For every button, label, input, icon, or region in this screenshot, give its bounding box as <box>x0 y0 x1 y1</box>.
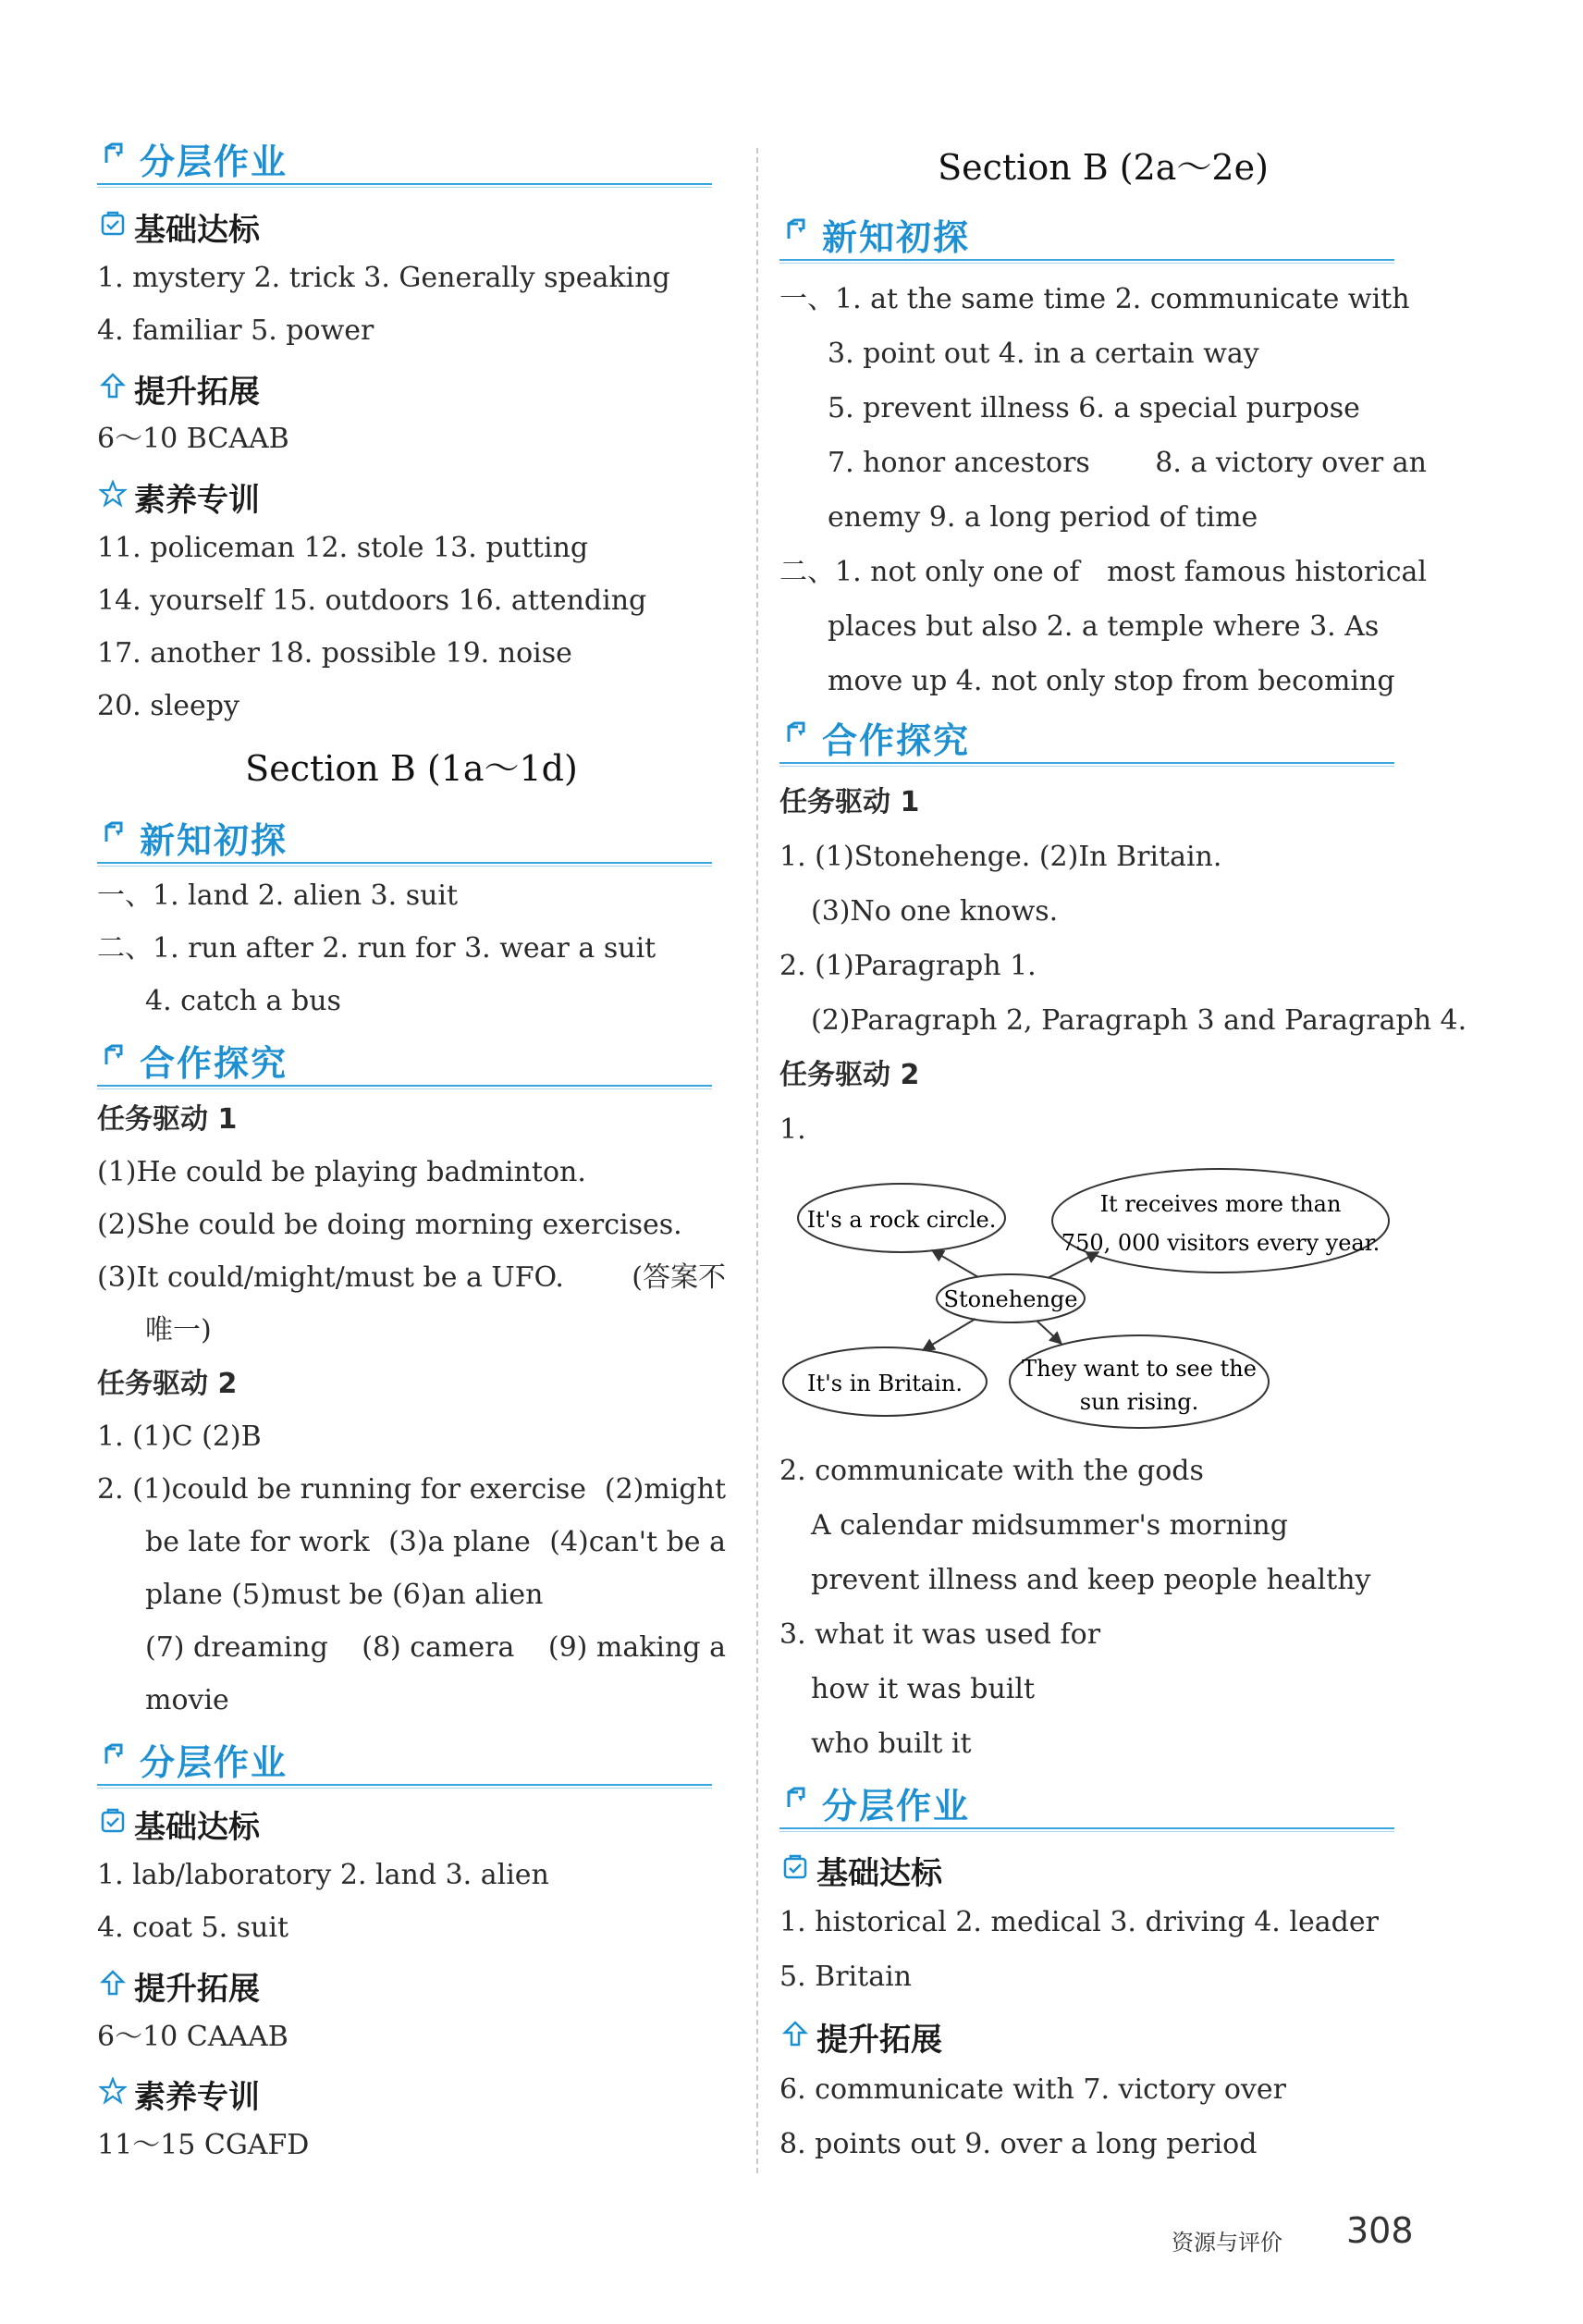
banner-layered-homework <box>97 131 726 189</box>
sub-basic-2 <box>97 1801 726 1846</box>
answer-line: 一、1. at the same time 2. communicate with <box>779 283 1410 315</box>
answer-line: prevent illness and keep people healthy <box>811 1564 1371 1596</box>
banner-rule-thin <box>779 263 1394 264</box>
answer-line: move up 4. not only stop from becoming <box>828 665 1395 697</box>
answer-line: 3. point out 4. in a certain way <box>828 338 1259 370</box>
answer-line: 唯一) <box>145 1314 212 1346</box>
bookmark-icon <box>785 721 809 745</box>
bookmark-icon <box>103 821 127 845</box>
node-rock-circle-text: It's a rock circle. <box>806 1207 997 1233</box>
answer-line <box>779 551 1427 594</box>
banner-title: 分层作业 <box>140 141 288 182</box>
banner-title: 分层作业 <box>822 1786 971 1826</box>
answer-line: (3)No one knows. <box>811 895 1059 928</box>
answer-line <box>779 442 1427 485</box>
answer-line: 17. another 18. possible 19. noise <box>97 637 572 670</box>
clipboard-icon <box>99 1807 127 1835</box>
sub-basic <box>97 204 726 249</box>
answer-line: 4. catch a bus <box>145 985 341 1017</box>
answer-line: 2. communicate with the gods <box>779 1455 1204 1487</box>
banner-new-knowledge <box>779 207 1427 264</box>
answer-note: (答案不 <box>632 1261 726 1294</box>
node-visitors <box>1052 1169 1389 1273</box>
banner-title: 合作探究 <box>140 1043 288 1084</box>
answer-line: movie <box>145 1684 229 1716</box>
answer-line: 3. what it was used for <box>779 1618 1101 1651</box>
banner-rule <box>779 1827 1394 1829</box>
answer-text: (9) making a <box>547 1631 726 1664</box>
arrow-to-visitors <box>1048 1252 1098 1278</box>
answer-line <box>97 1469 726 1511</box>
answer-text: (3)It could/might/must be a UFO. <box>97 1261 564 1294</box>
answer-text: (4)can't be a <box>549 1526 726 1558</box>
answer-line: plane (5)must be (6)an alien <box>145 1579 544 1611</box>
answer-line: 1. historical 2. medical 3. driving 4. leader <box>779 1906 1379 1938</box>
arrow-to-britain <box>923 1319 976 1350</box>
stonehenge-mind-map <box>779 1156 1408 1443</box>
arrow-to-sunrise <box>1037 1321 1061 1344</box>
banner-rule-thin <box>97 866 712 867</box>
banner-cooperation <box>779 710 1427 768</box>
answer-text: 8. a victory over an <box>1155 447 1427 479</box>
sub-title: 素养专训 <box>134 482 260 519</box>
answer-line <box>97 1627 726 1669</box>
sub-quality <box>97 474 726 519</box>
answer-line: 11～15 CGAFD <box>97 2129 310 2161</box>
page-number: 308 <box>1346 2210 1414 2251</box>
answer-text: 7. honor ancestors <box>828 447 1090 479</box>
banner-title: 合作探究 <box>822 720 971 761</box>
answer-line: 6. communicate with 7. victory over <box>779 2073 1286 2106</box>
banner-rule-thin <box>779 1831 1394 1832</box>
banner-layered-homework-2 <box>97 1732 726 1789</box>
up-arrow-icon <box>781 2020 809 2047</box>
task-heading: 任务驱动 2 <box>779 1059 920 1091</box>
banner-rule-thin <box>97 187 712 188</box>
answer-text: most famous historical <box>1107 556 1427 588</box>
answer-text: (7) dreaming <box>145 1631 328 1664</box>
answer-line: 14. yourself 15. outdoors 16. attending <box>97 584 647 617</box>
banner-cooperation <box>97 1033 726 1090</box>
task-heading: 任务驱动 2 <box>97 1368 238 1400</box>
banner-rule-thin <box>97 1788 712 1789</box>
sub-title: 提升拓展 <box>134 374 260 411</box>
answer-text: (3)a plane <box>388 1526 531 1558</box>
banner-title: 新知初探 <box>822 217 971 258</box>
answer-line: 6～10 CAAAB <box>97 2021 288 2053</box>
answer-line: (2)She could be doing morning exercises. <box>97 1209 682 1241</box>
sub-title: 基础达标 <box>134 1809 260 1846</box>
banner-title: 分层作业 <box>140 1742 288 1783</box>
answer-line: 20. sleepy <box>97 690 239 722</box>
banner-rule <box>779 762 1394 764</box>
arrow-to-rock-circle <box>932 1250 978 1277</box>
bookmark-icon <box>103 1044 127 1068</box>
up-arrow-icon <box>99 1969 127 1997</box>
section-title: Section B (2a～2e) <box>938 147 1269 188</box>
column-divider <box>756 148 758 2173</box>
sub-quality-2 <box>97 2072 726 2116</box>
banner-new-knowledge <box>97 810 726 867</box>
node-britain-text: It's in Britain. <box>807 1371 963 1396</box>
section-title: Section B (1a～1d) <box>245 748 578 789</box>
answer-line <box>97 1257 726 1299</box>
answer-line: 1. mystery 2. trick 3. Generally speaking <box>97 262 670 294</box>
answer-text: (2)might <box>604 1473 726 1506</box>
answer-line: (2)Paragraph 2, Paragraph 3 and Paragraph 4. <box>811 1004 1467 1037</box>
node-sunrise-text-1: They want to see the <box>1022 1356 1257 1382</box>
banner-rule <box>97 1085 712 1087</box>
answer-text: (8) camera <box>362 1631 515 1664</box>
bookmark-icon <box>785 1787 809 1811</box>
answer-text: be late for work <box>145 1526 370 1558</box>
banner-title: 新知初探 <box>140 820 288 861</box>
bookmark-icon <box>103 1743 127 1767</box>
bookmark-icon <box>785 218 809 242</box>
answer-line: 2. (1)Paragraph 1. <box>779 950 1037 982</box>
answer-line: 一、1. land 2. alien 3. suit <box>97 879 459 912</box>
node-visitors-text-2: 750, 000 visitors every year. <box>1061 1230 1381 1256</box>
answer-line: 8. points out 9. over a long period <box>779 2128 1258 2160</box>
answer-line: 5. Britain <box>779 1961 912 1993</box>
answer-line: 5. prevent illness 6. a special purpose <box>828 392 1360 424</box>
sub-title: 提升拓展 <box>134 1971 260 2008</box>
answer-line: 6～10 BCAAB <box>97 423 289 455</box>
clipboard-icon <box>781 1853 809 1881</box>
answer-line: who built it <box>811 1728 972 1760</box>
banner-rule <box>97 183 712 185</box>
task-heading: 任务驱动 1 <box>779 786 920 818</box>
sub-raise-2 <box>97 1963 726 2008</box>
answer-line: 4. coat 5. suit <box>97 1912 289 1944</box>
answer-line: 4. familiar 5. power <box>97 314 374 347</box>
sub-title: 提升拓展 <box>816 2022 942 2059</box>
answer-line <box>97 1521 726 1564</box>
sub-title: 基础达标 <box>134 212 260 249</box>
bookmark-icon <box>103 142 127 166</box>
banner-rule <box>779 259 1394 261</box>
answer-text: 二、1. not only one of <box>779 556 1080 588</box>
sub-title: 素养专训 <box>134 2079 260 2116</box>
sub-raise <box>97 366 726 411</box>
star-icon <box>99 480 127 508</box>
answer-line: 11. policeman 12. stole 13. putting <box>97 532 589 564</box>
footer-label: 资源与评价 <box>1172 2230 1282 2256</box>
banner-rule-thin <box>97 1088 712 1089</box>
answer-line: 二、1. run after 2. run for 3. wear a suit <box>97 932 657 965</box>
sub-title: 基础达标 <box>816 1855 942 1892</box>
answer-line: 1. lab/laboratory 2. land 3. alien <box>97 1859 549 1891</box>
sub-basic <box>779 1848 1427 1892</box>
banner-rule-thin <box>779 766 1394 767</box>
node-center-text: Stonehenge <box>943 1286 1078 1312</box>
banner-rule <box>97 862 712 864</box>
task-heading: 任务驱动 1 <box>97 1103 238 1136</box>
banner-layered-homework <box>779 1776 1427 1833</box>
answer-line: places but also 2. a temple where 3. As <box>828 610 1380 643</box>
answer-line: (1)He could be playing badminton. <box>97 1156 586 1188</box>
node-visitors-text-1: It receives more than <box>1099 1191 1342 1217</box>
node-sunrise-text-2: sun rising. <box>1079 1389 1199 1415</box>
answer-line: enemy 9. a long period of time <box>828 501 1258 534</box>
sub-raise <box>779 2014 1427 2059</box>
answer-line: 1. (1)Stonehenge. (2)In Britain. <box>779 841 1222 873</box>
clipboard-icon <box>99 210 127 238</box>
banner-rule <box>97 1784 712 1786</box>
answer-line: 1. (1)C (2)B <box>97 1420 262 1453</box>
answer-line: how it was built <box>811 1673 1036 1705</box>
answer-line: A calendar midsummer's morning <box>811 1509 1288 1542</box>
star-icon <box>99 2077 127 2105</box>
answer-text: 2. (1)could be running for exercise <box>97 1473 586 1506</box>
up-arrow-icon <box>99 372 127 400</box>
answer-line: 1. <box>779 1113 806 1146</box>
